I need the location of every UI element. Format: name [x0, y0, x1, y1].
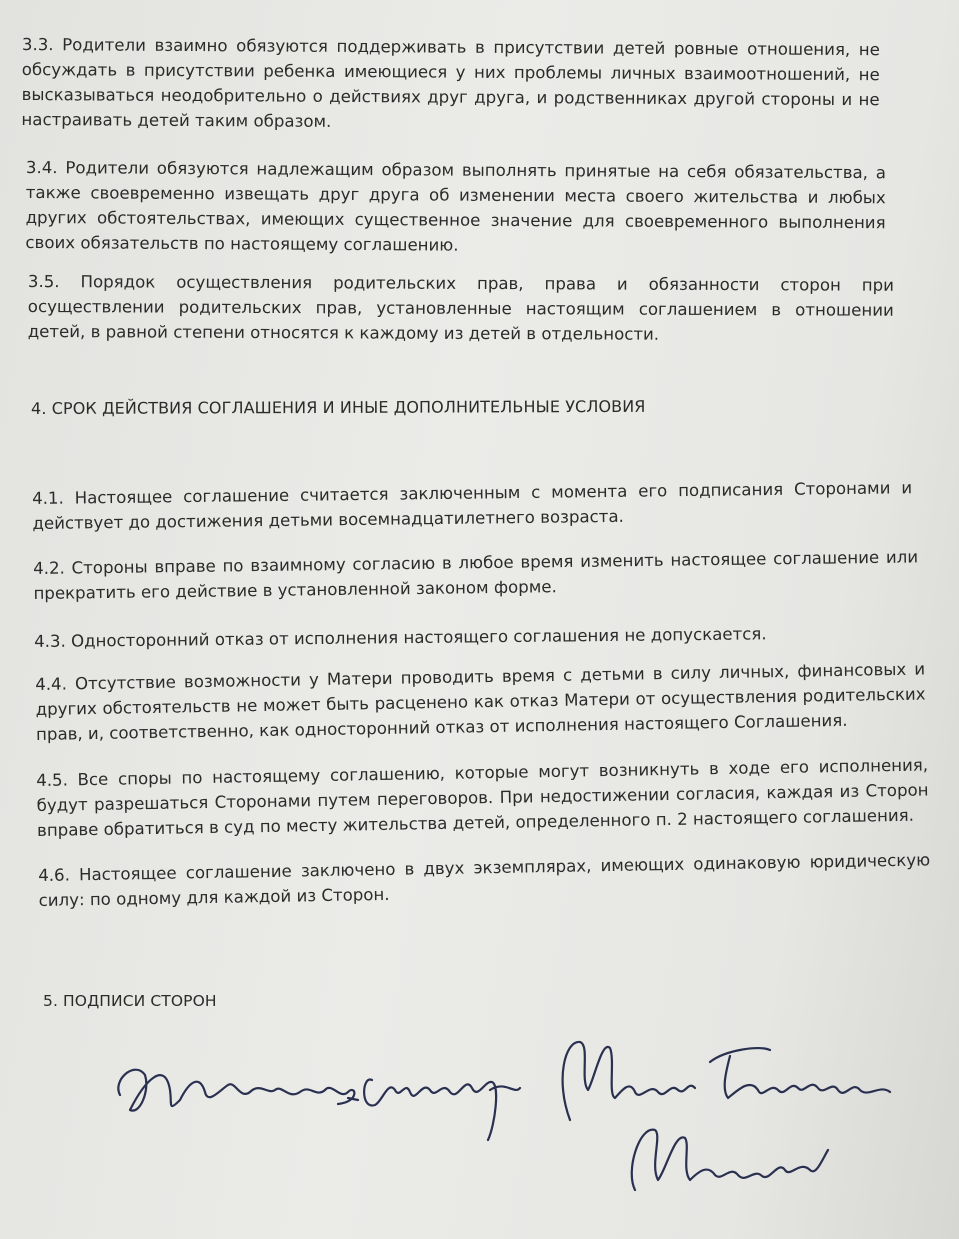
signature-drawing — [110, 1020, 930, 1220]
clause-3-4: 3.4. Родители обязуются надлежащим образом выполнять принятые на себя обязательства, а также своевременно извещать друг друга об изменении места своего жительства и любых других обстоятельствах, имеющих существенное значение для своевременного выполнения своих обязательств по настоящему соглашению. — [25, 157, 886, 255]
clause-4-4: 4.4. Отсутствие возможности у Матери проводить время с детьми в силу личных, финансовых и других обстоятельств не может быть расценено как отказ Матери от осуществления родительских прав, и, соответственно, как односторонний отказ от исполнения настоящего Соглашения. — [35, 659, 926, 744]
section-5-heading: 5. ПОДПИСИ СТОРОН — [43, 992, 217, 1010]
clause-4-3: 4.3. Односторонний отказ от исполнения настоящего соглашения не допускается. — [34, 624, 767, 651]
clause-3-3: 3.3. Родители взаимно обязуются поддерживать в присутствии детей ровные отношения, не обсуждать в присутствии ребенка имеющиеся у них проблемы личных взаимоотношений, не высказываться неодобрительно о действиях друг друга, и родственниках другой стороны и не настраивать детей таким образом. — [21, 34, 880, 131]
clause-4-2: 4.2. Стороны вправе по взаимному согласию в любое время изменить настоящее соглашение или прекратить его действие в установленной законом форме. — [33, 547, 919, 603]
clause-4-1: 4.1. Настоящее соглашение считается заключенным с момента его подписания Сторонами и действует до достижения детьми восемнадцатилетнего возраста. — [32, 478, 913, 533]
clause-3-5: 3.5. Порядок осуществления родительских прав, права и обязанности сторон при осуществлении родительских прав, установленные настоящим соглашением в отношении детей, в равной степени относятся к каждому из детей в отдельности. — [27, 271, 894, 344]
signature-initials-stroke — [632, 1130, 828, 1190]
signature-name-stroke — [118, 1070, 354, 1111]
clause-4-5: 4.5. Все споры по настоящему соглашению, которые могут возникнуть в ходе его исполнения, будут разрешаться Сторонами путем переговоров. При недостижении согласия, каждая из Сторон вправе обратиться в суд по месту жительства детей, определенного п. 2 настоящего соглашения. — [36, 755, 929, 840]
clause-4-6: 4.6. Настоящее соглашение заключено в двух экземплярах, имеющих одинаковую юридическую силу: по одному для каждой из Сторон. — [38, 850, 931, 910]
section-4-heading: 4. СРОК ДЕЙСТВИЯ СОГЛАШЕНИЯ И ИНЫЕ ДОПОЛНИТЕЛЬНЫЕ УСЛОВИЯ — [31, 396, 646, 418]
handwritten-signature — [110, 1020, 930, 1220]
